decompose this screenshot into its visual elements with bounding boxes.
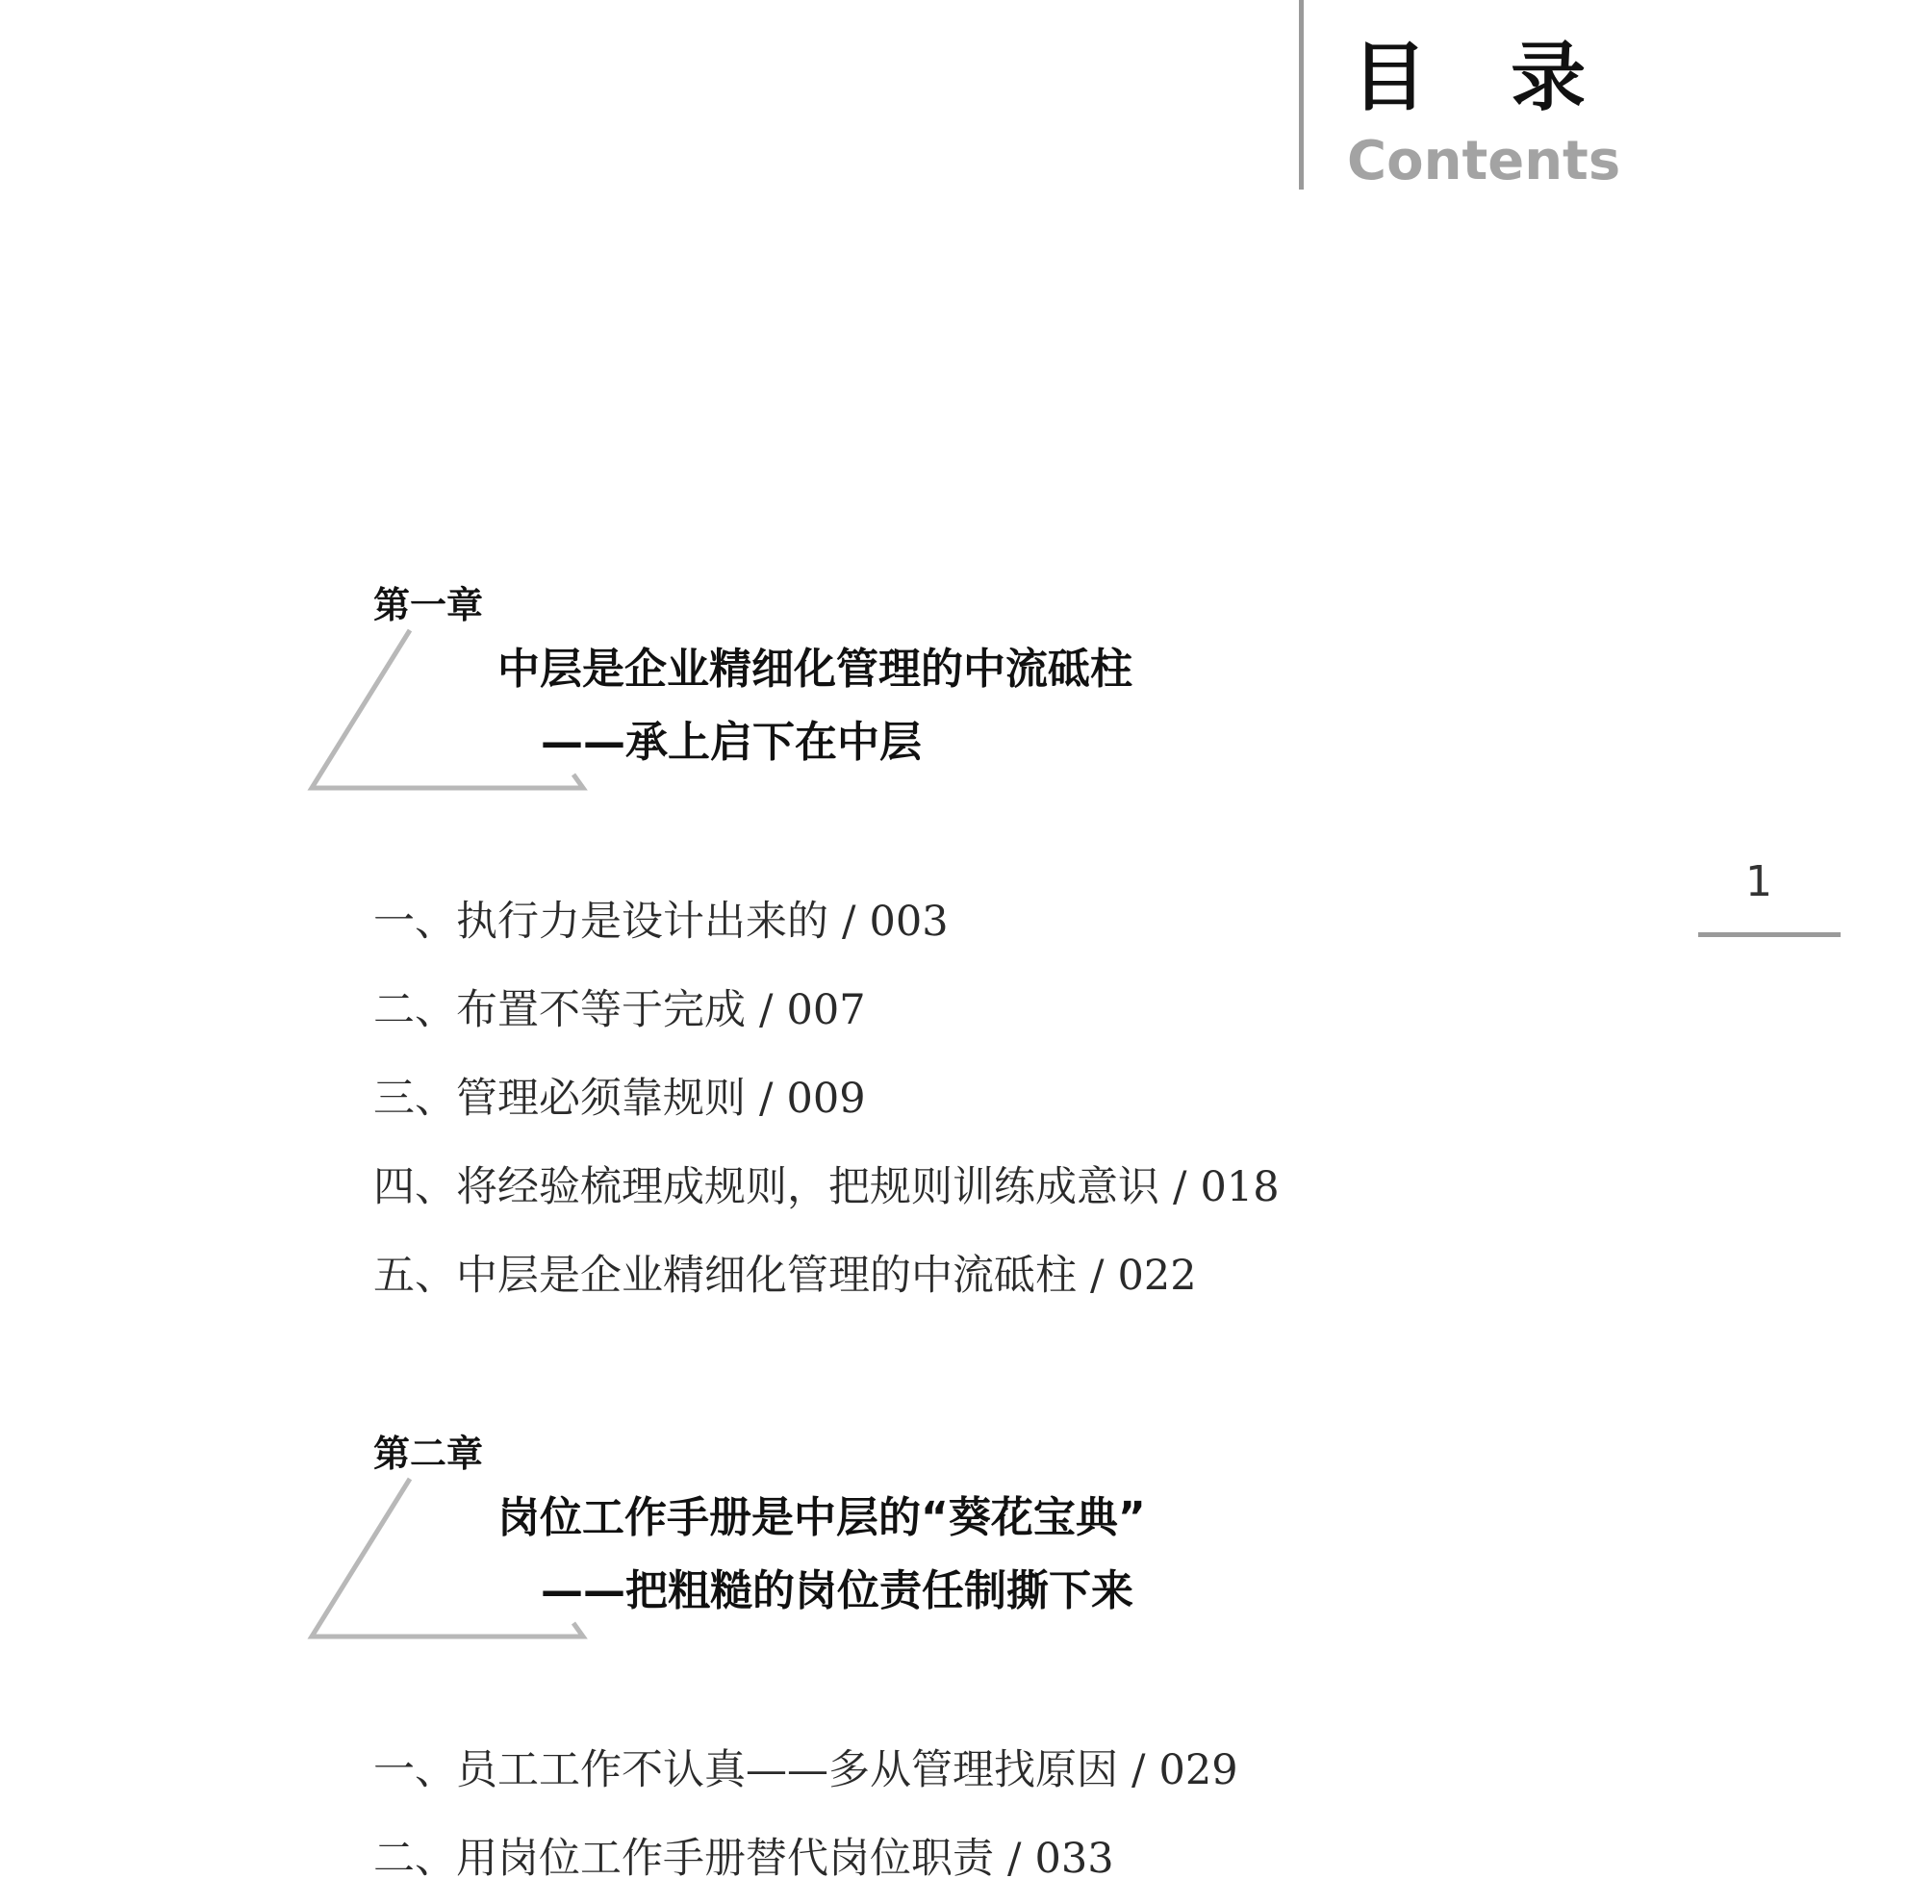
page-number-underline <box>1698 932 1841 937</box>
toc-entry[interactable] <box>373 1143 1280 1231</box>
entry-text: 四、将经验梳理成规则，把规则训练成意识 <box>373 1163 1159 1211</box>
toc-entry[interactable] <box>373 1231 1280 1320</box>
chapter-subtitle: ——承上启下在中层 <box>541 718 922 767</box>
entry-text: 二、用岗位工作手册替代岗位职责 <box>373 1835 994 1883</box>
chapter-label: 第一章 <box>373 584 484 626</box>
entry-text: 二、布置不等于完成 <box>373 986 746 1034</box>
chapter-subtitle: ——把粗糙的岗位责任制撕下来 <box>541 1566 1133 1615</box>
chapter-title: 中层是企业精细化管理的中流砥柱 <box>497 645 1132 694</box>
entry-separator: / <box>1131 1746 1146 1794</box>
entry-page-number: 033 <box>1034 1835 1114 1883</box>
entry-separator: / <box>1007 1835 1022 1883</box>
entry-separator: / <box>759 1075 774 1123</box>
entry-page-number: 018 <box>1200 1163 1280 1211</box>
entry-separator: / <box>759 986 774 1034</box>
chapter-title: 岗位工作手册是中层的“葵花宝典” <box>497 1493 1146 1542</box>
entry-separator: / <box>842 898 856 946</box>
toc-entry[interactable] <box>373 1726 1238 1815</box>
chapter-label: 第二章 <box>373 1433 484 1475</box>
entry-text: 三、管理必须靠规则 <box>373 1075 746 1123</box>
header-divider <box>1299 0 1304 190</box>
chapter-2-entries <box>373 1726 1238 1903</box>
entry-text: 五、中层是企业精细化管理的中流砥柱 <box>373 1252 1077 1300</box>
toc-entry[interactable] <box>373 966 1280 1054</box>
entry-text: 一、员工工作不认真——多从管理找原因 <box>373 1746 1118 1794</box>
entry-page-number: 022 <box>1117 1252 1197 1300</box>
page-number: 1 <box>1745 857 1772 906</box>
entry-text: 一、执行力是设计出来的 <box>373 898 828 946</box>
entry-page-number: 029 <box>1158 1746 1238 1794</box>
toc-entry[interactable] <box>373 1054 1280 1143</box>
entry-separator: / <box>1090 1252 1105 1300</box>
toc-entry[interactable] <box>373 877 1280 966</box>
entry-page-number: 003 <box>869 898 949 946</box>
entry-page-number: 009 <box>786 1075 866 1123</box>
entry-separator: / <box>1173 1163 1187 1211</box>
entry-page-number: 007 <box>786 986 866 1034</box>
toc-entry[interactable] <box>373 1815 1238 1903</box>
chapter-1-entries <box>373 877 1280 1320</box>
toc-subtitle: Contents <box>1347 130 1621 192</box>
toc-title: 目 录 <box>1352 35 1615 121</box>
